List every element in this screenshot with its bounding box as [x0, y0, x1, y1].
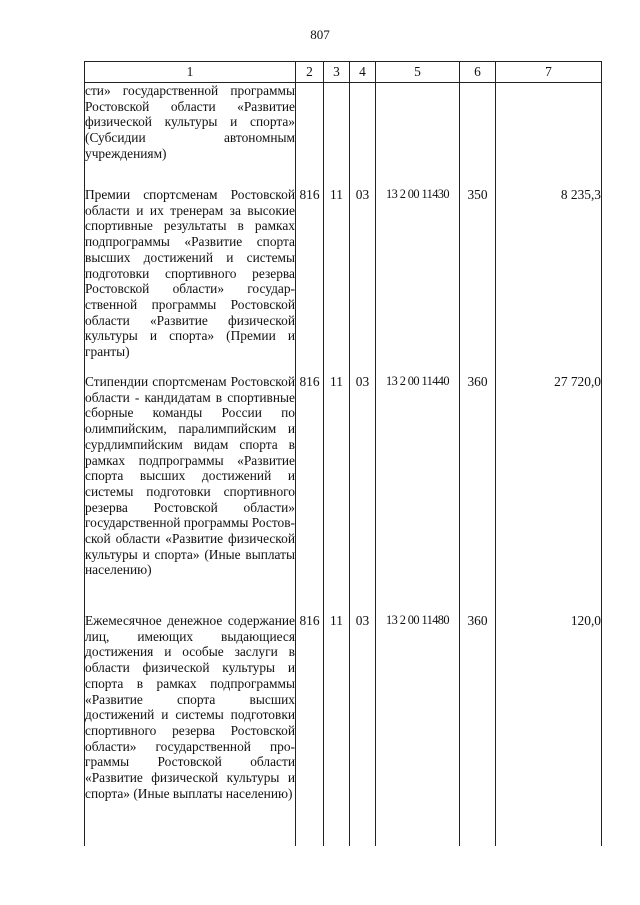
- row-ministry-code: 816: [296, 177, 324, 364]
- row-description: сти» государственной программы Ростовской области «Развитие физической культуры и спорта» (Субсидии автономным учреждениям): [85, 83, 296, 178]
- column-header-3: 3: [324, 62, 350, 83]
- row-section-code: [324, 83, 350, 178]
- table-row: [85, 83, 602, 178]
- row-amount: [496, 83, 602, 178]
- row-subsection-code: 03: [350, 603, 376, 846]
- row-amount: 8 235,3: [496, 177, 602, 364]
- row-expense-type-code: 350: [460, 177, 496, 364]
- row-subsection-code: 03: [350, 177, 376, 364]
- row-ministry-code: 816: [296, 364, 324, 603]
- row-description: Стипендии спортсменам Ростовской области - кандидатам в спортивные сборные команды России по олимпийским, паралимпийским и сурдлимпийским видам спорта в рамках подпрограммы «Развитие спорта высших достижений и системы подготовки спортивного резерва Ростовской области» государственной программы Ростовской области «Развитие физической культуры и спорта» (Иные выплаты населению): [85, 364, 296, 603]
- row-target-code: [376, 83, 460, 178]
- row-description: Ежемесячное денежное содержание лиц, имеющих выдающиеся достижения и особые заслуги в области физической культуры и спорта в рамках подпрограммы «Развитие спорта высших достижений и системы подготовки спортивного резерва Ростовской области» государственной программы Ростовской области «Развитие физической культуры и спорта» (Иные выплаты населению): [85, 603, 296, 846]
- row-amount: 27 720,0: [496, 364, 602, 603]
- row-ministry-code: [296, 83, 324, 178]
- table-row: [85, 603, 602, 846]
- column-header-5: 5: [376, 62, 460, 83]
- column-header-6: 6: [460, 62, 496, 83]
- page-number: 807: [310, 27, 330, 42]
- row-target-code: 13 2 00 11480: [376, 603, 460, 846]
- row-section-code: 11: [324, 177, 350, 364]
- row-expense-type-code: [460, 83, 496, 178]
- budget-table: [84, 61, 602, 846]
- column-header-2: 2: [296, 62, 324, 83]
- table-row: [85, 177, 602, 364]
- column-header-4: 4: [350, 62, 376, 83]
- row-amount: 120,0: [496, 603, 602, 846]
- row-expense-type-code: 360: [460, 603, 496, 846]
- row-target-code: 13 2 00 11440: [376, 364, 460, 603]
- row-target-code: 13 2 00 11430: [376, 177, 460, 364]
- row-description: Премии спортсменам Ростовской области и их тренерам за высокие спортивные результаты в рамках подпрограммы «Развитие спорта высших достижений и системы подготовки спортивного резерва Ростовской области» государственной программы Ростовской области «Развитие физической культуры и спорта» (Премии и гранты): [85, 177, 296, 364]
- row-subsection-code: [350, 83, 376, 178]
- row-section-code: 11: [324, 364, 350, 603]
- row-expense-type-code: 360: [460, 364, 496, 603]
- row-ministry-code: 816: [296, 603, 324, 846]
- row-subsection-code: 03: [350, 364, 376, 603]
- row-section-code: 11: [324, 603, 350, 846]
- header-row: [85, 62, 602, 83]
- table-row: [85, 364, 602, 603]
- column-header-1: 1: [85, 62, 296, 83]
- column-header-7: 7: [496, 62, 602, 83]
